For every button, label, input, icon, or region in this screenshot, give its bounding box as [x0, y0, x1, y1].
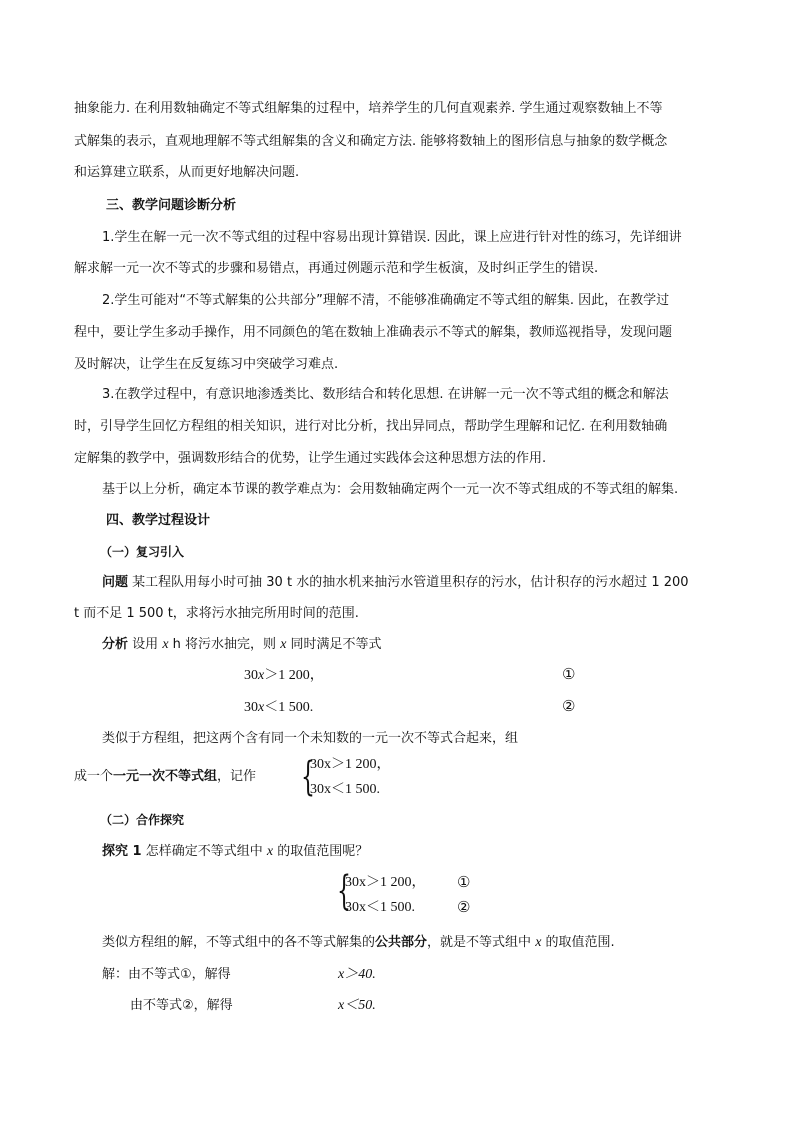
solution-line1-result: x＞40.: [338, 967, 376, 982]
combine-text-c: ，记作: [217, 769, 257, 784]
para1-line3: 和运算建立联系，从而更好地解决问题.: [74, 165, 300, 180]
analysis-text-c: 同时满足不等式: [290, 637, 382, 652]
system1-row1: 30x＞1 200，: [310, 757, 391, 772]
analysis-var-x2: x: [280, 637, 287, 652]
item3-line3: 定解集的教学中，强调数形结合的优势，让学生通过实践体会这种思想方法的作用.: [74, 451, 547, 466]
common-var: x: [535, 935, 542, 950]
system2-brace: {: [337, 868, 351, 914]
problem-label: 问题: [102, 575, 129, 590]
explore1-line: [102, 843, 368, 861]
item1-line2: 解求解一元一次不等式的步骤和易错点，再通过例题示范和学生板演，及时纠正学生的错误.: [74, 261, 599, 276]
system1-brace: {: [301, 754, 315, 800]
combine-term: 一元一次不等式组: [113, 769, 218, 784]
ineq1-rest: ＞1 200，: [264, 668, 324, 683]
item2-line1: 2.学生可能对“不等式解集的公共部分”理解不清，不能够准确确定不等式组的解集. 因此，在教学过: [102, 293, 670, 308]
explore1-text-b: 的取值范围呢？: [277, 844, 369, 859]
para1-line2: 式解集的表示，直观地理解不等式组解集的含义和确定方法. 能够将数轴上的图形信息与抽象的数学概念: [74, 134, 668, 149]
system2-row1: 30x＞1 200，: [345, 875, 426, 890]
marker-1: ①: [562, 667, 576, 683]
common-text-a: 类似方程组的解，不等式组中的各不等式解集的: [102, 935, 376, 950]
common-term: 公共部分: [375, 935, 428, 950]
marker-2: ②: [562, 699, 576, 715]
common-text-b: ，就是不等式组中: [427, 935, 532, 950]
section4-title: 四、教学过程设计: [106, 513, 211, 528]
inequality-2: [244, 699, 313, 717]
combine-text-a: 成一个: [74, 769, 114, 784]
analysis-label: 分析: [102, 637, 129, 652]
solution-line2-result: x＜50.: [338, 998, 376, 1013]
explore1-label: 探究 1: [102, 844, 142, 859]
ineq1-coef: 30: [244, 668, 258, 683]
common-part-line: [102, 934, 615, 952]
solution-line1-label: 解：由不等式①，解得: [102, 967, 231, 982]
ineq1-var: x: [258, 668, 265, 683]
subsection2-title: （二）合作探究: [100, 813, 185, 827]
summary-text: 基于以上分析，确定本节课的教学难点为：会用数轴确定两个一元一次不等式组成的不等式组的解集.: [102, 482, 679, 497]
problem-text-1: 某工程队用每小时可抽 30 t 水的抽水机来抽污水管道里积存的污水，估计积存的污水超过 1 200: [132, 575, 689, 590]
item2-line2: 程中，要让学生多动手操作，用不同颜色的笔在数轴上准确表示不等式的解集，教师巡视指导，发现问题: [74, 325, 673, 340]
ineq2-rest: ＜1 500.: [264, 700, 314, 715]
analysis-text-b: h 将污水抽完，则: [172, 637, 277, 652]
item3-line1: 3.在教学过程中，有意识地渗透类比、数形结合和转化思想. 在讲解一元一次不等式组的概念和解法: [102, 387, 669, 402]
system2-row2: 30x＜1 500.: [345, 900, 415, 915]
analysis-text-a: 设用: [132, 637, 159, 652]
item2-line3: 及时解决，让学生在反复练习中突破学习难点.: [74, 357, 339, 372]
problem-line1: [102, 574, 689, 592]
common-text-c: 的取值范围.: [545, 935, 615, 950]
combine-line2: [74, 768, 256, 786]
ineq2-coef: 30: [244, 700, 258, 715]
item1-line1: 1.学生在解一元一次不等式组的过程中容易出现计算错误. 因此，课上应进行针对性的练习，先详细讲: [102, 230, 682, 245]
ineq2-var: x: [258, 700, 265, 715]
system2-marker-1: ①: [457, 875, 471, 891]
item3-line2: 时，引导学生回忆方程组的相关知识，进行对比分析，找出异同点，帮助学生理解和记忆. 在利用数轴确: [74, 419, 668, 434]
analysis-var-x1: x: [162, 637, 169, 652]
para1-line1: 抽象能力. 在利用数轴确定不等式组解集的过程中，培养学生的几何直观素养. 学生通过观察数轴上不等: [74, 101, 663, 116]
section3-title: 三、教学问题诊断分析: [106, 198, 237, 213]
analysis-line: [102, 636, 382, 654]
explore1-var: x: [266, 844, 274, 859]
solution-line2-label: 由不等式②，解得: [130, 998, 233, 1013]
system2-marker-2: ②: [457, 900, 471, 916]
inequality-1: [244, 667, 324, 685]
system1-row2: 30x＜1 500.: [310, 782, 380, 797]
problem-line2: t 而不足 1 500 t，求将污水抽完所用时间的范围.: [74, 606, 359, 621]
explore1-text-a: 怎样确定不等式组中: [145, 844, 263, 859]
subsection1-title: （一）复习引入: [100, 545, 185, 559]
combine-line1: 类似于方程组，把这两个含有同一个未知数的一元一次不等式合起来，组: [102, 731, 519, 746]
